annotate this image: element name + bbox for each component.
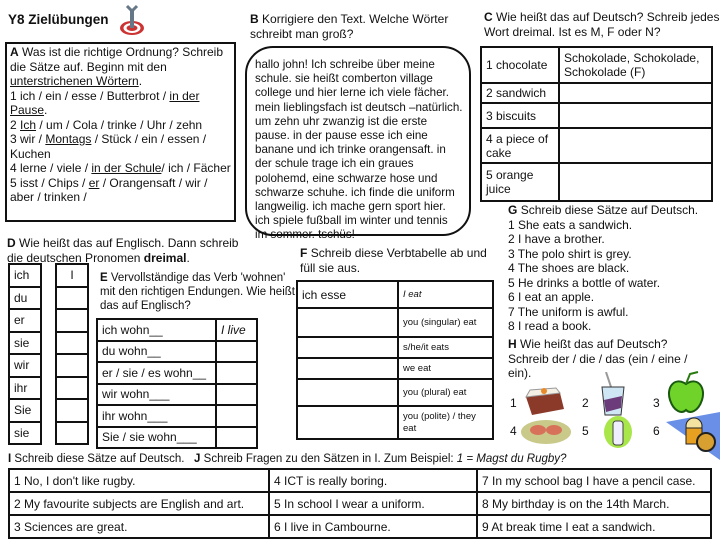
- f-de[interactable]: [297, 406, 398, 439]
- i-sentence: 1 No, I don't like rugby.: [9, 469, 269, 492]
- e-de: ihr wohn___: [97, 405, 216, 427]
- f-en: we eat: [398, 358, 493, 379]
- h-number: 3: [653, 396, 660, 410]
- e-de: du wohn__: [97, 341, 216, 363]
- pronoun: wir: [9, 354, 41, 377]
- e-de: ich wohn__: [97, 319, 216, 341]
- h-number: 4: [510, 424, 517, 438]
- pronoun: sie: [9, 332, 41, 355]
- i-sentence: 6 I live in Cambourne.: [269, 515, 477, 538]
- g-item: 1 She eats a sandwich.: [508, 217, 633, 232]
- i-sentence: 2 My favourite subjects are English and art.: [9, 492, 269, 515]
- i-sentence: 8 My birthday is on the 14th March.: [477, 492, 711, 515]
- a-item: 1 ich / ein / esse / Butterbrot / in der Pause.: [10, 88, 200, 117]
- c-de[interactable]: [559, 163, 712, 201]
- english-answer[interactable]: [56, 354, 88, 377]
- english-answer[interactable]: [56, 422, 88, 445]
- c-en: 5 orange juice: [481, 163, 559, 201]
- e-en[interactable]: [216, 362, 257, 384]
- e-en[interactable]: [216, 405, 257, 427]
- section-d-english: [55, 263, 89, 445]
- e-en[interactable]: I live: [216, 319, 257, 341]
- e-de: Sie / sie wohn___: [97, 427, 216, 449]
- f-en: you (singular) eat: [398, 308, 493, 337]
- e-en[interactable]: [216, 384, 257, 406]
- h-number: 6: [653, 424, 660, 438]
- section-a: [5, 42, 236, 222]
- section-b-text-bubble: hallo john! Ich schreibe über meine schule. sie heißt comberton village college und hier lerne ich viele fächer. mein lieblingsfach ist deutsch –natürlich. um zehn uhr zwanzig ist die erste pause. in der pause esse ich eine banane und ich trinke orangensaft. in der schule trage ich ein graues polohemd, eine schwarze hose und schwarze schuhe. ich finde die uniform langweilig. ich mache gern sport hier. ich spiele fußball im winter und tennis im sommer. tschüs!: [245, 46, 471, 236]
- h-number: 5: [582, 424, 589, 438]
- target-icon: [117, 4, 147, 36]
- a-item: 2 Ich / um / Cola / trinke / Uhr / zehn: [10, 117, 203, 132]
- f-de[interactable]: [297, 379, 398, 406]
- section-d-pronouns: [8, 263, 42, 445]
- english-answer[interactable]: [56, 332, 88, 355]
- section-f-instruction: F Schreib diese Verbtabelle ab und füll sie aus.: [300, 246, 487, 275]
- section-b-instruction: B Korrigiere den Text. Welche Wörter schreibt man groß?: [250, 12, 449, 41]
- c-en: 1 chocolate: [481, 47, 559, 83]
- pronoun: sie: [9, 422, 41, 445]
- cake-image: [522, 385, 568, 417]
- i-sentence: 4 ICT is really boring.: [269, 469, 477, 492]
- f-de[interactable]: [297, 308, 398, 337]
- section-e-instruction: E Vervollständige das Verb 'wohnen' mit den richtigen Endungen. Wie heißt das auf Englisch?: [100, 272, 295, 312]
- a-item: 5 isst / Chips / er / Orangensaft / wir / aber / trinken /: [10, 175, 208, 204]
- e-de: er / sie / es wohn__: [97, 362, 216, 384]
- section-i-table: [8, 468, 712, 539]
- f-de[interactable]: ich esse: [297, 281, 398, 308]
- pronoun: ich: [9, 264, 41, 287]
- section-g-instruction: G Schreib diese Sätze auf Deutsch.: [508, 203, 699, 217]
- g-item: 2 I have a brother.: [508, 232, 605, 246]
- pronoun: er: [9, 309, 41, 332]
- g-item: 4 The shoes are black.: [508, 261, 630, 275]
- section-a-instruction: A Was ist die richtige Ordnung? Schreib die Sätze auf. Beginn mit den unterstrichenen Wörtern.: [10, 45, 223, 88]
- f-en: you (polite) / they eat: [398, 406, 493, 439]
- drink-glass-image: [598, 372, 628, 417]
- i-sentence: 5 In school I wear a uniform.: [269, 492, 477, 515]
- section-e-table: [96, 318, 258, 449]
- sandwich-image: [520, 418, 572, 446]
- english-answer[interactable]: [56, 399, 88, 422]
- f-de[interactable]: [297, 358, 398, 379]
- c-de[interactable]: [559, 103, 712, 128]
- apple-image: [666, 370, 706, 416]
- pronoun: ihr: [9, 377, 41, 400]
- english-answer[interactable]: [56, 309, 88, 332]
- c-de[interactable]: [559, 128, 712, 163]
- g-item: 6 I eat an apple.: [508, 290, 595, 304]
- c-de[interactable]: Schokolade, Schokolade, Schokolade (F): [559, 47, 712, 83]
- f-en: you (plural) eat: [398, 379, 493, 406]
- section-c-table: [480, 46, 713, 202]
- g-item: 5 He drinks a bottle of water.: [508, 275, 661, 290]
- section-f-table: [296, 280, 494, 440]
- e-de: wir wohn___: [97, 384, 216, 406]
- c-en: 4 a piece of cake: [481, 128, 559, 163]
- i-sentence: 7 In my school bag I have a pencil case.: [477, 469, 711, 492]
- section-ij-instruction: I Schreib diese Sätze auf Deutsch. J Schreib Fragen zu den Sätzen in I. Zum Beispiel: 1 = Magst du Rugby?: [8, 453, 567, 465]
- i-sentence: 9 At break time I eat a sandwich.: [477, 515, 711, 538]
- english-answer[interactable]: [56, 377, 88, 400]
- pronoun: du: [9, 287, 41, 310]
- english-answer[interactable]: [56, 287, 88, 310]
- f-en: s/he/it eats: [398, 337, 493, 358]
- english-answer[interactable]: I: [56, 264, 88, 287]
- section-h-instruction: H Wie heißt das auf Deutsch? Schreib der / die / das (ein / eine / ein).: [508, 337, 688, 380]
- water-bottle-image: [603, 415, 633, 449]
- a-item: 4 lerne / viele / in der Schule/ ich / Fächer: [10, 161, 231, 175]
- i-sentence: 3 Sciences are great.: [9, 515, 269, 538]
- pronoun: Sie: [9, 399, 41, 422]
- c-en: 3 biscuits: [481, 103, 559, 128]
- section-d-instruction: D Wie heißt das auf Englisch. Dann schreib die deutschen Pronomen dreimal.: [7, 236, 239, 265]
- c-de[interactable]: [559, 83, 712, 103]
- h-number: 2: [582, 396, 589, 410]
- h-number: 1: [510, 396, 517, 410]
- a-item: 3 wir / Montags / Stück / ein / essen / Kuchen: [10, 132, 207, 161]
- f-en: I eat: [398, 281, 493, 308]
- g-item: 8 I read a book.: [508, 319, 592, 333]
- book-snack-image: [666, 412, 720, 460]
- e-en[interactable]: [216, 341, 257, 363]
- page-title: Y8 Zielübungen: [8, 12, 109, 27]
- section-g: [508, 203, 720, 334]
- e-en[interactable]: [216, 427, 257, 449]
- f-de[interactable]: [297, 337, 398, 358]
- g-item: 3 The polo shirt is grey.: [508, 246, 632, 261]
- g-item: 7 The uniform is awful.: [508, 304, 629, 319]
- section-c-instruction: C Wie heißt das auf Deutsch? Schreib jedes Wort dreimal. Ist es M, F oder N?: [484, 10, 720, 39]
- c-en: 2 sandwich: [481, 83, 559, 103]
